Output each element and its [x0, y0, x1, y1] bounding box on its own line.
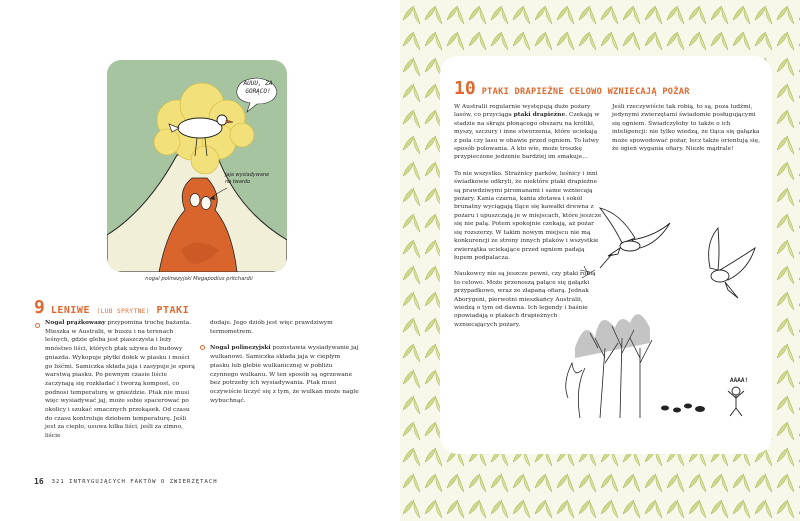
person-icon	[728, 387, 744, 416]
bullet-paragraph	[210, 344, 360, 405]
section-10-heading	[454, 78, 690, 99]
illustration-caption: nogal polinezyjski Megapodius pritchardii	[145, 276, 253, 282]
left-column-2	[210, 319, 360, 405]
paragraph: Naukowcy nie są jeszcze pewni, czy ptaki robią to celowo. Może przenoszą palące się gałązki przypadkowo, wraz ze złapaną ofiarą. Jednak Aborygeni, pierwotni mieszkańcy Australii, wiedzą o tym od dawna. Ich legendy i baśnie opowiadają o ptakach drapieżnych wzniecających pożary.	[454, 271, 596, 328]
section-number: 9	[34, 297, 45, 318]
bullet-icon	[35, 323, 40, 328]
book-title: 321 INTRYGUJĄCYCH FAKTÓW O ZWIERZĘTACH	[51, 478, 218, 485]
scream-text: AAAA!	[730, 377, 749, 384]
fleeing-animals-icon	[661, 404, 705, 413]
flying-kite-icon	[600, 208, 670, 268]
bold-term: ptaki drapieżne	[513, 111, 566, 119]
birds-and-fire-illustration	[560, 198, 770, 428]
section-title: LENIWE (LUB SPRYTNE) PTAKI	[50, 305, 190, 316]
bird-name-bold: Nogal polinezyjski	[210, 344, 271, 352]
section-title: PTAKI DRAPIEŻNE CELOWO WZNIECAJĄ POŻAR	[481, 87, 690, 97]
body-text: pozostawia wysiadywanie jaj wulkanowi. Samiczka składa jaja w ciepłym piasku lub glebie wulkanicznej w pobliżu czynnego wulkanu. W ten sposób są ogrzewane bez potrzeby ich wysiadywania. Ptak musi oczywiście liczyć się z tym, że wulkan może nagle wybuchnąć.	[210, 345, 359, 404]
volcano-illustration	[107, 60, 287, 272]
page-footer	[34, 477, 218, 486]
section-number: 10	[454, 78, 476, 99]
eggs-label: jaja wysiadywane na twardo	[225, 172, 270, 185]
speech-bubble-text: AUUU, ZA GORĄCO!	[243, 80, 273, 95]
bullet-icon	[200, 345, 205, 350]
bird-name-bold: Nogal prążkowany	[45, 319, 106, 326]
body-text: przypomina trochę bażanta. Mieszka w Australii, w buszu i na terenach leśnych, gdzie gleba jest piaszczysta i leży mnóstwo liści, których ptak używa do budowy gniazda. Wykopuje płytki dołek w piasku i mości go liśćmi. Samiczka składa jaja i zasypuje je sporą warstwą piasku. Po pewnym czasie liście zaczynają się rozkładać i tworzą kompost, co podnosi temperaturę w gnieździe. Ptak nie musi więc wysiadywać jaj, może sobie spacerować po okolicy i szukać smacznych przekąsek. Od czasu do czasu kontroluje dziobem temperaturę. Jeśli jest za ciepło, usuwa kilka liści, jeśli za zimno, liście	[45, 320, 195, 440]
left-column-1	[45, 319, 195, 441]
flying-kite-icon	[709, 228, 755, 298]
body-text: dodaje. Jego dziób jest więc prawdziwym termometrem.	[210, 320, 333, 335]
paragraph: W Australii regularnie występują duże pożary lasów, co przyciąga ptaki drapieżne. Czekają w stadzie na skraju płonącego obszaru na króliki, myszy, szczury i inne stworzenia, które uciekają z pola czy lasu w obawie przed ogniem. To łatwy sposób polowania. A kto wie, może troszkę przypieczone jedzenie bardziej im smakuje…	[454, 104, 600, 161]
paragraph: Jeśli rzeczywiście tak robią, to są, poza ludźmi, jedynymi zwierzętami świadomie posługującymi się ogniem. Świadczyłoby to także o ich inteligencji: nie tylko wiedzą, że tląca się gałązka może spowodować pożar, lecz także orientują się, że ogień wygania ofiary. Niezłe mądrale!	[612, 104, 761, 153]
right-page	[400, 0, 800, 521]
section-9-heading	[34, 297, 189, 318]
paragraph: To nie wszystko. Strażnicy parków, leśnicy i inni świadkowie odkryli, że niektóre ptaki drapieżne są prawdziwymi piromanami i same wzniecają pożary. Kania czarna, kania złotawa i sokół brunatny wyciągają tlące się kawałki drewna z pożaru i upuszczają je w miejscach, które jeszcze się nie palą. Potem spokojnie czekają, aż pożar się rozszerzy. W takim nowym miejscu nie mą konkurencji ze strony innych ptaków i wszystkie zwierzątka uciekające przed ogniem padają łupem podpalacza.	[454, 170, 602, 261]
right-column-2	[612, 103, 762, 153]
page-number: 16	[34, 477, 44, 486]
